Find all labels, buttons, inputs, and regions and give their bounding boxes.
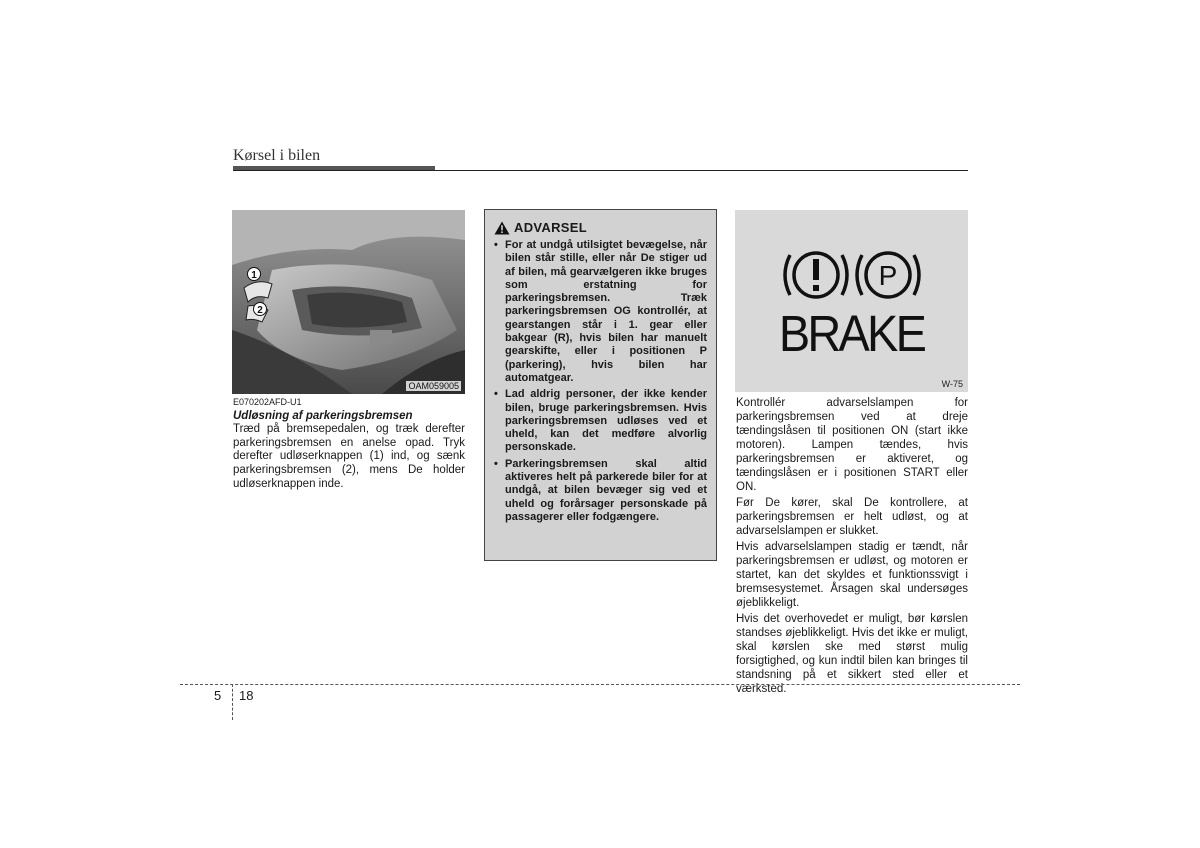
brake-word: BRAKE bbox=[778, 305, 925, 362]
paragraph: Hvis advarselslampen stadig er tændt, når parkeringsbremsen er udløst, og motoren er startet, kan det skyldes et funktionssvigt i bremsesystemet. Årsagen skal undersøges øjeblikkeligt. bbox=[736, 541, 968, 609]
paragraph: Kontrollér advarselslampen for parkeringsbremsen ved at dreje tændingslåsen til positionen ON (start ikke motoren). Lampen tændes, hvis parkeringsbremsen er aktiveret, og tændingslåsen er i positionen START eller ON. bbox=[736, 397, 968, 493]
warning-box bbox=[484, 209, 717, 561]
release-instructions: Træd på bremsepedalen, og træk derefter parkeringsbremsen en anelse opad. Tryk derefter udløserknappen (1) ind, og sænk parkeringsbremsen (2), mens De holder udløserknappen inde. bbox=[233, 423, 465, 490]
right-text-block bbox=[736, 396, 968, 698]
paragraph: Hvis det overhovedet er muligt, bør kørslen standses øjeblikkeligt. Hvis det ikke er muligt, skal kørslen ske med størst mulig forsigtighed, og kun indtil bilen kan bringes til standsning på et sikkert sted eller et værksted. bbox=[736, 613, 968, 695]
warning-item: • Parkeringsbremsen skal altid aktiveres helt på parkerede biler for at undgå, at bilen bevæger sig ved et uheld og forårsager personskade på passagerer eller fodgængere. bbox=[494, 458, 707, 524]
warning-item: • For at undgå utilsigtet bevægelse, når bilen står stille, eller når De stiger ud af bilen, må gearvælgeren ikke bruges som erstatning for parkeringsbremsen. Træk parkeringsbremsen OG kontrollér, at gearstangen står i 1. gear eller bakgear (R), hvis bilen har manuelt gearskifte, eller i positionen P (parkering), hvis bilen har automatgear. bbox=[494, 239, 707, 385]
left-text-block bbox=[233, 396, 465, 492]
callout-2-label: 2 bbox=[257, 305, 263, 316]
warning-title: ADVARSEL bbox=[514, 220, 587, 235]
warning-list bbox=[494, 239, 707, 524]
section-subheading: Udløsning af parkeringsbremsen bbox=[233, 410, 413, 422]
footer-divider bbox=[232, 684, 233, 720]
warning-triangle-icon bbox=[494, 221, 510, 235]
section-code: E070202AFD-U1 bbox=[233, 397, 302, 407]
header-rule bbox=[233, 170, 968, 171]
brake-lamp-symbols bbox=[735, 210, 968, 392]
handbrake-illustration bbox=[232, 210, 465, 394]
page-number: 18 bbox=[239, 688, 254, 703]
page-header-title: Kørsel i bilen bbox=[233, 147, 321, 164]
handbrake-photo bbox=[232, 210, 465, 394]
parking-symbol-letter: P bbox=[878, 260, 898, 291]
chapter-number: 5 bbox=[214, 688, 222, 703]
brake-warning-lamp-panel bbox=[735, 210, 968, 392]
warning-header bbox=[494, 220, 707, 235]
brake-lamp-code: W-75 bbox=[941, 379, 963, 389]
warning-item: • Lad aldrig personer, der ikke kender bilen, bruge parkeringsbremsen. Hvis parkeringsbremsen udløses ved et uheld, kan det medføre alvorlig personskade. bbox=[494, 388, 707, 454]
callout-1-label: 1 bbox=[251, 270, 257, 281]
paragraph: Før De kører, skal De kontrollere, at parkeringsbremsen er helt udløst, og at advarselslampen er slukket. bbox=[736, 497, 968, 537]
photo-code: OAM059005 bbox=[408, 381, 459, 391]
footer-rule bbox=[180, 684, 1020, 685]
